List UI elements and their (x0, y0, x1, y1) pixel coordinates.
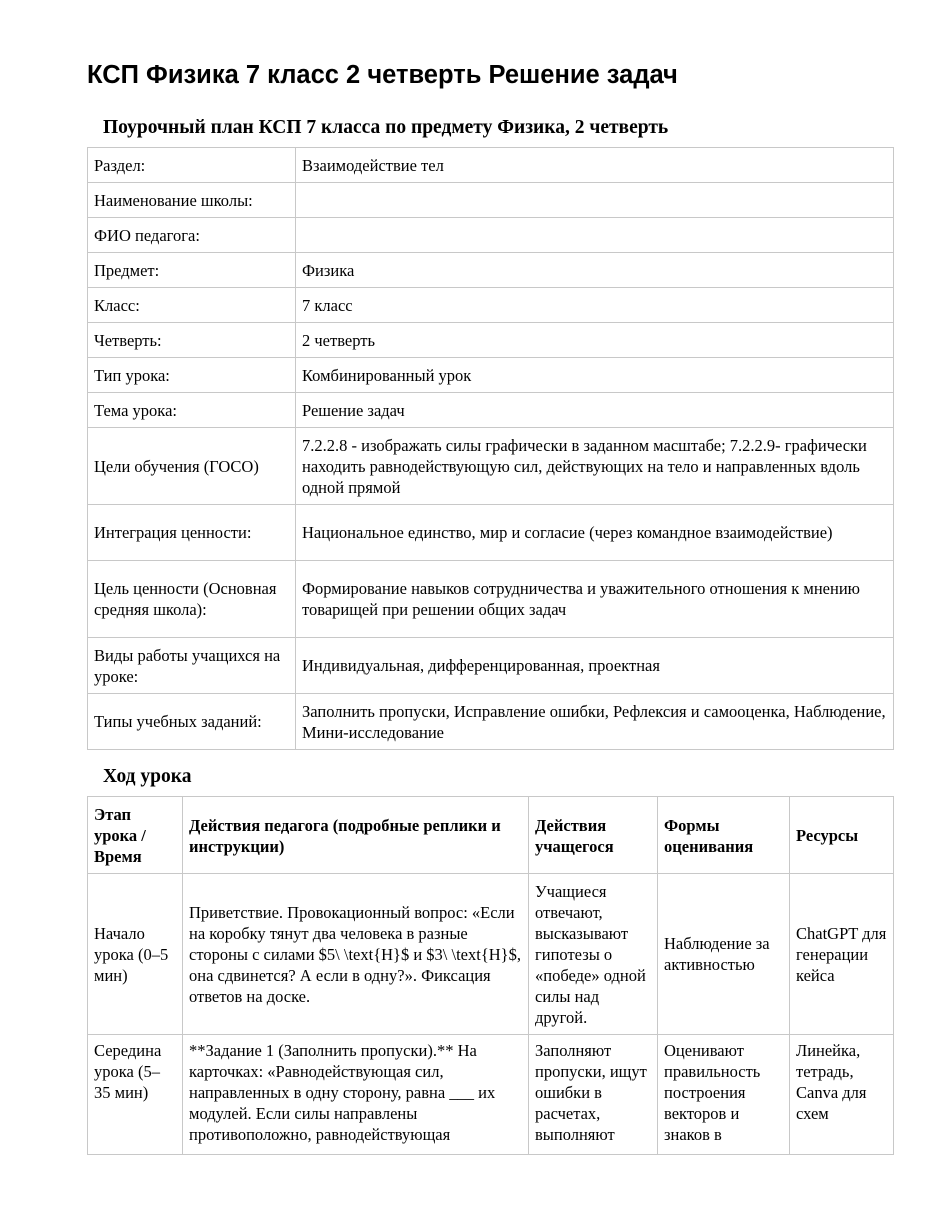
row-label: Цель ценности (Основная средняя школа): (88, 561, 296, 638)
resources-cell (790, 1035, 894, 1155)
row-value: 7 класс (296, 288, 894, 323)
table-row (88, 288, 894, 323)
student-actions-cell: Учащиеся отвечают, высказывают гипотезы о «победе» одной силы над другой. (529, 874, 658, 1035)
column-header-stage: Этап урока / Время (88, 797, 183, 874)
table-row (88, 694, 894, 750)
row-value: Взаимодействие тел (296, 148, 894, 183)
column-header-resources: Ресурсы (790, 797, 894, 874)
resources-cell: ChatGPT для генерации кейса (790, 874, 894, 1035)
row-value: 2 четверть (296, 323, 894, 358)
teacher-actions-cell (183, 1035, 529, 1155)
table-row (88, 253, 894, 288)
cell-text: **Задание 1 (Заполнить пропуски).** На карточках: «Равнодействующая сил, направленных в одну сторону, равна ___ их модулей. Если силы направлены противоположно, равнодействующая (189, 1041, 496, 1144)
row-value: Физика (296, 253, 894, 288)
table-header-row (88, 797, 894, 874)
table-row (88, 561, 894, 638)
column-header-assessment: Формы оценивания (658, 797, 790, 874)
teacher-actions-cell: Приветствие. Провокационный вопрос: «Если на коробку тянут два человека в разные стороны с силами $5\ \text{H}$ и $3\ \text{H}$, она сдвинется? А если в одну?». Фиксация ответов на доске. (183, 874, 529, 1035)
table-row (88, 323, 894, 358)
stage-cell (88, 1035, 183, 1155)
table-row (88, 638, 894, 694)
row-value (296, 183, 894, 218)
assessment-cell (658, 1035, 790, 1155)
table-row (88, 874, 894, 1035)
table-row (88, 358, 894, 393)
table-row (88, 1035, 894, 1155)
row-label: Цели обучения (ГОСО) (88, 428, 296, 505)
assessment-cell: Наблюдение за активностью (658, 874, 790, 1035)
student-actions-cell (529, 1035, 658, 1155)
row-value: Комбинированный урок (296, 358, 894, 393)
row-label: Тип урока: (88, 358, 296, 393)
table-row (88, 218, 894, 253)
table-row (88, 148, 894, 183)
row-label: Раздел: (88, 148, 296, 183)
row-label: Класс: (88, 288, 296, 323)
table-row (88, 393, 894, 428)
column-header-teacher: Действия педагога (подробные реплики и инструкции) (183, 797, 529, 874)
lesson-progress-table (87, 796, 894, 1155)
table-row (88, 505, 894, 561)
row-label: Тема урока: (88, 393, 296, 428)
row-label: Типы учебных заданий: (88, 694, 296, 750)
row-label: Наименование школы: (88, 183, 296, 218)
row-label: Предмет: (88, 253, 296, 288)
row-value: 7.2.2.8 - изображать силы графически в заданном масштабе; 7.2.2.9- графически находить равнодействующую сил, действующих на тело и направленных вдоль одной прямой (296, 428, 894, 505)
row-value: Заполнить пропуски, Исправление ошибки, Рефлексия и самооценка, Наблюдение, Мини-исследование (296, 694, 894, 750)
row-value (296, 218, 894, 253)
table-row (88, 428, 894, 505)
cell-text: Середина урока (5–35 мин) (94, 1041, 162, 1102)
row-label: Интеграция ценности: (88, 505, 296, 561)
row-value: Формирование навыков сотрудничества и уважительного отношения к мнению товарищей при решении общих задач (296, 561, 894, 638)
row-label: Виды работы учащихся на уроке: (88, 638, 296, 694)
lesson-progress-heading: Ход урока (103, 766, 192, 787)
row-value: Национальное единство, мир и согласие (через командное взаимодействие) (296, 505, 894, 561)
row-value: Индивидуальная, дифференцированная, проектная (296, 638, 894, 694)
stage-cell: Начало урока (0–5 мин) (88, 874, 183, 1035)
row-label: ФИО педагога: (88, 218, 296, 253)
lesson-plan-table (87, 147, 894, 750)
document-title: КСП Физика 7 класс 2 четверть Решение задач (87, 61, 678, 89)
column-header-student: Действия учащегося (529, 797, 658, 874)
plan-heading: Поурочный план КСП 7 класса по предмету Физика, 2 четверть (103, 117, 669, 138)
table-row (88, 183, 894, 218)
row-label: Четверть: (88, 323, 296, 358)
row-value: Решение задач (296, 393, 894, 428)
cell-text: Заполняют пропуски, ищут ошибки в расчетах, выполняют (535, 1041, 647, 1144)
cell-text: Оценивают правильность построения векторов и знаков в (664, 1041, 761, 1144)
cell-text: Линейка, тетрадь, Canva для схем (796, 1041, 867, 1123)
